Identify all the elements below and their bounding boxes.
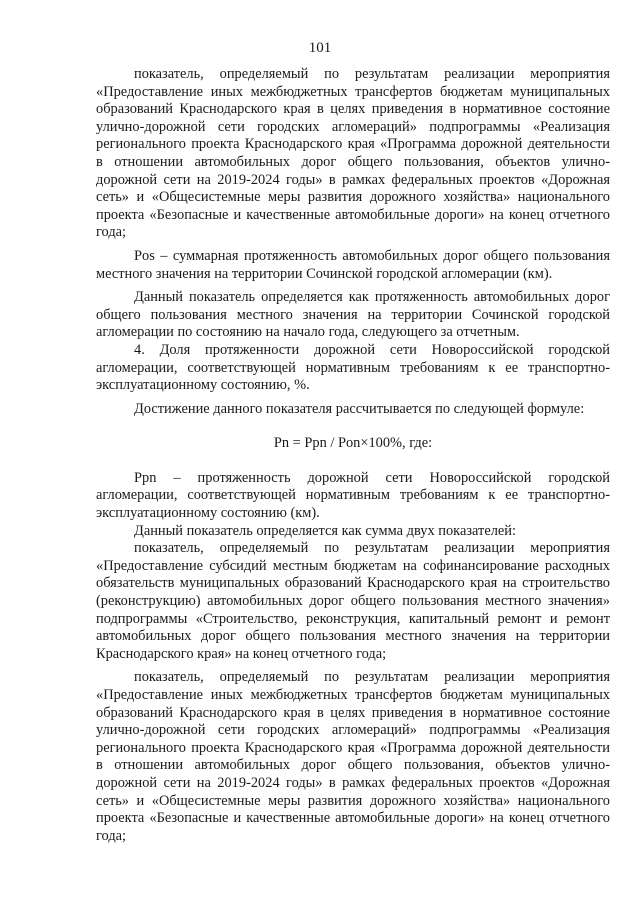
paragraph-item-4-heading: 4. Доля протяженности дорожной сети Новороссийской городской агломерации, соответствующей нормативным требованиям к ее транспортно-эксплуатационному состоянию, %. — [96, 341, 610, 394]
paragraph-formula-intro: Достижение данного показателя рассчитывается по следующей формуле: — [134, 400, 585, 417]
document-body — [96, 66, 610, 845]
formula: Pn = Ppn / Pon×100%, где: — [273, 435, 433, 452]
paragraph-indicator-sochi-transfers: показатель, определяемый по результатам реализации мероприятия «Предоставление иных межбюджетных трансфертов бюджетам муниципальных образований Краснодарского края в целях приведения в нормативное состояние улично-дорожной сети городских агломераций» подпрограммы «Реализация регионального проекта Краснодарского края «Программа дорожной деятельности в отношении автомобильных дорог общего пользования, объектов улично-дорожной сети на 2019-2024 годы» в рамках федеральных проектов «Дорожная сеть» и «Общесистемные меры развития дорожного хозяйства» национального проекта «Безопасные и качественные автомобильные дороги» на конец отчетного года; — [96, 66, 610, 241]
paragraph-indicator-subsidies: показатель, определяемый по результатам реализации мероприятия «Предоставление субсидий местным бюджетам на софинансирование расходных обязательств муниципальных образований Краснодарского края на строительство (реконструкцию) автомобильных дорог общего пользования местного значения» подпрограммы «Строительство, реконструкция, капитальный ремонт и ремонт автомобильных дорог общего пользования местного значения на территории Краснодарского края» на конец отчетного года; — [96, 540, 610, 662]
paragraph-pos-explanation: Данный показатель определяется как протяженность автомобильных дорог общего пользования местного значения на территории Сочинской городской агломерации по состоянию на начало года, следующего за отчетным. — [96, 289, 610, 341]
paragraph-sum-of-two: Данный показатель определяется как сумма двух показателей: — [134, 522, 516, 539]
paragraph-pos-definition: Pos – суммарная протяженность автомобильных дорог общего пользования местного значения на территории Сочинской городской агломерации (км). — [96, 247, 610, 282]
page-number: 101 — [308, 40, 332, 56]
paragraph-indicator-novorossiysk-transfers: показатель, определяемый по результатам реализации мероприятия «Предоставление иных межбюджетных трансфертов бюджетам муниципальных образований Краснодарского края в целях приведения в нормативное состояние улично-дорожной сети городских агломераций» подпрограммы «Реализация регионального проекта Краснодарского края «Программа дорожной деятельности в отношении автомобильных дорог общего пользования, объектов улично-дорожной сети на 2019-2024 годы» в рамках федеральных проектов «Дорожная сеть» и «Общесистемные меры развития дорожного хозяйства» национального проекта «Безопасные и качественные автомобильные дороги» на конец отчетного года; — [96, 669, 610, 844]
paragraph-ppn-definition: Ppn – протяженность дорожной сети Новороссийской городской агломерации, соответствующей нормативным требованиям к ее транспортно-эксплуатационному состоянию (км). — [96, 469, 610, 522]
